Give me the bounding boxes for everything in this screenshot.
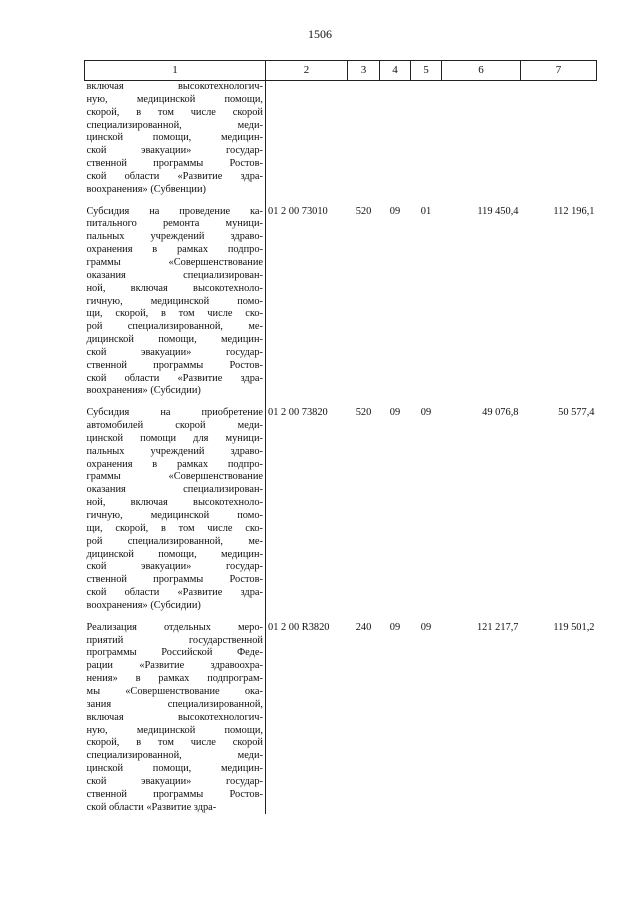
- table-row: [85, 622, 597, 815]
- subsection-code: 01: [420, 205, 432, 217]
- section-code: 09: [389, 205, 401, 217]
- header-col-6: 6: [442, 61, 521, 81]
- amount-year-2: [521, 81, 597, 197]
- description-line: ной, включая высокотехноло-: [86, 497, 263, 509]
- description-line: питального ремонта муници-: [86, 218, 263, 230]
- description-line: ской эвакуации» государ-: [86, 145, 263, 157]
- description-line: ную, медицинской помощи,: [86, 724, 263, 736]
- description-line: специализированной, меди-: [86, 119, 263, 131]
- description-line: щи, скорой, в том числе ско-: [86, 308, 263, 320]
- header-col-1: 1: [85, 61, 266, 81]
- description-line: ственной программы Ростов-: [86, 359, 263, 371]
- header-col-4: 4: [380, 61, 411, 81]
- description-line: граммы «Совершенствование: [86, 256, 263, 268]
- description-line: ской эвакуации» государ-: [86, 775, 263, 787]
- amount-year-2: 112 196,1: [553, 205, 595, 217]
- description-line: щи, скорой, в том числе ско-: [86, 522, 263, 534]
- description-line: специализированной, меди-: [86, 750, 263, 762]
- description-line: воохранения» (Субсидии): [86, 599, 201, 611]
- description-line: включая высокотехнологич-: [86, 711, 263, 723]
- description-line: оказания специализирован-: [86, 269, 263, 281]
- target-article-code: [266, 81, 348, 197]
- row-description: [85, 81, 266, 197]
- description-line: приятий государственной: [86, 634, 263, 646]
- description-line: Субсидия на приобретение: [86, 407, 263, 419]
- description-line: цинской помощи, медицин-: [86, 763, 263, 775]
- description-line: ственной программы Ростов-: [86, 574, 263, 586]
- amount-year-1: 49 076,8: [482, 407, 519, 419]
- description-line: гичную, медицинской помо-: [86, 510, 263, 521]
- spacer-desc-cell: [85, 197, 266, 206]
- description-line: ную, медицинской помощи,: [86, 93, 263, 105]
- description-line: ной, включая высокотехноло-: [86, 282, 263, 294]
- description-line: рой специализированной, ме-: [86, 535, 263, 547]
- description-line: рой специализированной, ме-: [86, 321, 263, 333]
- description-line: Субсидия на проведение ка-: [86, 205, 263, 217]
- expense-type-code: 240: [355, 621, 372, 633]
- amount-year-1: 119 450,4: [477, 205, 519, 217]
- header-col-7: 7: [521, 61, 597, 81]
- section-code: 09: [389, 621, 401, 633]
- description-line: воохранения» (Субвенции): [86, 183, 206, 195]
- spacer-cell: [266, 197, 597, 206]
- description-line: ственной программы Ростов-: [86, 788, 263, 800]
- description-line: скорой, в том числе скорой: [86, 106, 263, 118]
- header-col-2: 2: [266, 61, 348, 81]
- description-line: охранения в рамках подпро-: [86, 244, 263, 256]
- section-code: 09: [389, 407, 401, 419]
- spacer-cell: [266, 613, 597, 622]
- description-line: граммы «Совершенствование: [86, 471, 263, 483]
- description-line: автомобилей скорой меди-: [86, 420, 263, 432]
- description-line: охранения в рамках подпро-: [86, 458, 263, 470]
- description-line: рации «Развитие здравоохра-: [86, 660, 263, 672]
- row-description: [85, 407, 266, 613]
- expense-type-code: [348, 81, 380, 197]
- description-line: программы Российской Феде-: [86, 647, 263, 659]
- spacer-cell: [266, 398, 597, 407]
- header-col-5: 5: [411, 61, 442, 81]
- row-description: [85, 206, 266, 399]
- expense-type-code: 520: [355, 407, 372, 419]
- description-line: ской эвакуации» государ-: [86, 346, 263, 358]
- description-line: ской области «Развитие здра-: [86, 801, 217, 813]
- table-body: [85, 81, 597, 815]
- expense-type-code: 520: [355, 205, 372, 217]
- description-line: пальных учреждений здраво-: [86, 231, 263, 243]
- description-line: гичную, медицинской помо-: [86, 295, 263, 307]
- target-article-code: 01 2 00 73820: [268, 407, 328, 419]
- description-line: цинской помощи, медицин-: [86, 132, 263, 144]
- amount-year-2: 50 577,4: [558, 407, 595, 419]
- row-spacer: [85, 197, 597, 206]
- row-spacer: [85, 398, 597, 407]
- budget-table: [84, 60, 597, 814]
- header-col-3: 3: [348, 61, 380, 81]
- spacer-desc-cell: [85, 398, 266, 407]
- description-line: скорой, в том числе скорой: [86, 737, 263, 749]
- row-description: [85, 622, 266, 815]
- spacer-desc-cell: [85, 613, 266, 622]
- description-line: ской эвакуации» государ-: [86, 561, 263, 573]
- description-line: цинской помощи для муници-: [86, 432, 263, 444]
- subsection-code: 09: [420, 407, 432, 419]
- description-line: дицинской помощи, медицин-: [86, 548, 263, 560]
- target-article-code: 01 2 00 73010: [268, 205, 328, 217]
- table-row: [85, 407, 597, 613]
- description-line: воохранения» (Субсидии): [86, 385, 201, 397]
- amount-year-1: 121 217,7: [476, 621, 519, 633]
- target-article-code: 01 2 00 R3820: [268, 621, 330, 633]
- description-line: дицинской помощи, медицин-: [86, 334, 263, 346]
- header-row: [85, 61, 597, 81]
- description-line: ской области «Развитие здра-: [86, 372, 263, 384]
- description-line: включая высокотехнологич-: [86, 81, 263, 92]
- description-line: ской области «Развитие здра-: [86, 587, 263, 599]
- description-line: зания специализированной,: [86, 698, 263, 710]
- row-spacer: [85, 613, 597, 622]
- description-line: мы «Совершенствование ока-: [86, 685, 263, 697]
- amount-year-2: 119 501,2: [553, 621, 595, 633]
- description-line: пальных учреждений здраво-: [86, 445, 263, 457]
- table-row: [85, 206, 597, 399]
- subsection-code: 09: [420, 621, 432, 633]
- description-line: оказания специализирован-: [86, 484, 263, 496]
- description-line: ственной программы Ростов-: [86, 158, 263, 170]
- description-line: Реализация отдельных меро-: [86, 621, 263, 633]
- table-row: [85, 81, 597, 197]
- amount-year-1: [442, 81, 521, 197]
- page-number: 1506: [308, 27, 332, 41]
- section-code: [380, 81, 411, 197]
- description-line: нения» в рамках подпрограм-: [86, 673, 263, 685]
- subsection-code: [411, 81, 442, 197]
- description-line: ской области «Развитие здра-: [86, 170, 263, 182]
